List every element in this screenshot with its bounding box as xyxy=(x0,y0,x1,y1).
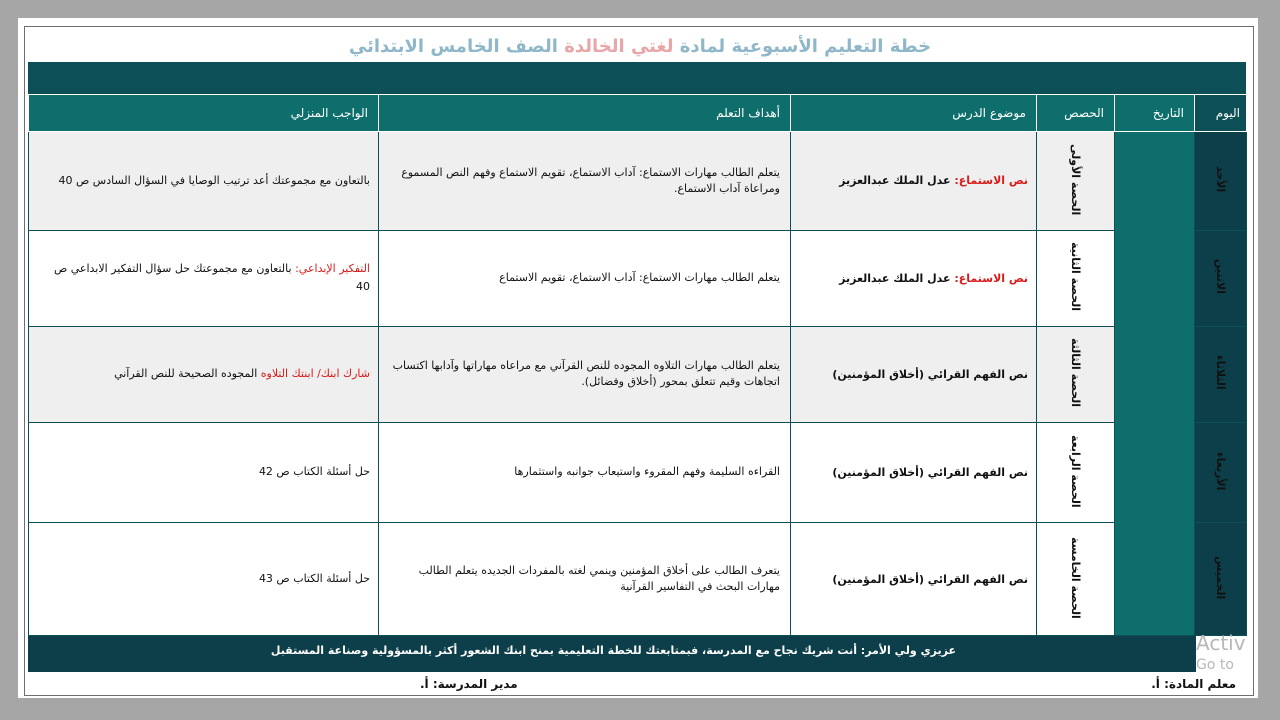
teacher-signature: معلم المادة: أ. xyxy=(1151,677,1236,691)
day-cell: الثلاثاء xyxy=(1195,326,1247,422)
period-cell: الحصة الخامسة xyxy=(1037,523,1115,636)
homework-cell: شارك ابنك/ ابنتك التلاوه المجوده الصحيحة للنص القرآني xyxy=(29,326,379,422)
topic-cell: نص الفهم القرائي (أخلاق المؤمنين) xyxy=(791,326,1037,422)
weekly-plan-table xyxy=(28,94,1247,636)
period-cell: الحصة الثانية xyxy=(1037,230,1115,326)
period-cell: الحصة الأولى xyxy=(1037,132,1115,231)
activation-watermark xyxy=(1196,632,1246,676)
goals-cell: يتعلم الطالب مهارات الاستماع: آداب الاستماع، تقويم الاستماع وفهم النص المسموع ومراعاة آداب الاستماع. xyxy=(379,132,791,231)
topic-cell: نص الاستماع: عدل الملك عبدالعزيز xyxy=(791,230,1037,326)
table-row xyxy=(29,326,1247,422)
homework-cell: بالتعاون مع مجموعتك أعد ترتيب الوصايا في السؤال السادس ص 40 xyxy=(29,132,379,231)
goals-cell: يتعلم الطالب مهارات التلاوه المجوده للنص القرآني مع مراعاه مهاراتها وآدابها اكتساب اتجاهات وقيم تتعلق بمحور (أخلاق وفضائل). xyxy=(379,326,791,422)
day-cell: الأربعاء xyxy=(1195,422,1247,523)
parent-message-bar: عزيزي ولي الأمر: أنت شريك نجاح مع المدرسة، فبمتابعتك للخطة التعليمية بمنح ابنك الشعور أكثر بالمسؤولية وصناعة المستقبل xyxy=(28,636,1196,672)
topic-cell: نص الاستماع: عدل الملك عبدالعزيز xyxy=(791,132,1037,231)
watermark-line2: Go to xyxy=(1196,657,1234,673)
table-row xyxy=(29,523,1247,636)
header-goals: أهداف التعلم xyxy=(379,95,791,132)
title-subject: لغتي الخالدة xyxy=(564,36,674,57)
header-homework: الواجب المنزلي xyxy=(29,95,379,132)
topic-cell: نص الفهم القرائي (أخلاق المؤمنين) xyxy=(791,523,1037,636)
header-period: الحصص xyxy=(1037,95,1115,132)
header-band xyxy=(28,62,1246,94)
watermark-line1: Activ xyxy=(1196,631,1246,655)
table-row xyxy=(29,422,1247,523)
page-title xyxy=(28,34,1252,60)
homework-cell: التفكير الإبداعي: بالتعاون مع مجموعتك حل سؤال التفكير الابداعي ص 40 xyxy=(29,230,379,326)
day-cell: الخميس xyxy=(1195,523,1247,636)
title-part2: الصف الخامس الابتدائي xyxy=(348,36,558,57)
homework-cell: حل أسئلة الكتاب ص 43 xyxy=(29,523,379,636)
day-cell: الأحد xyxy=(1195,132,1247,231)
table-row xyxy=(29,230,1247,326)
table-header-row xyxy=(29,95,1247,132)
goals-cell: القراءه السليمة وفهم المقروء واستيعاب جوانبه واستثمارها xyxy=(379,422,791,523)
homework-cell: حل أسئلة الكتاب ص 42 xyxy=(29,422,379,523)
period-cell: الحصة الثالثة xyxy=(1037,326,1115,422)
header-date: التاريخ xyxy=(1115,95,1195,132)
date-cell xyxy=(1115,132,1195,636)
header-day: اليوم xyxy=(1195,95,1247,132)
title-part1: خطة التعليم الأسبوعية لمادة xyxy=(679,36,932,57)
header-topic: موضوع الدرس xyxy=(791,95,1037,132)
period-cell: الحصة الرابعة xyxy=(1037,422,1115,523)
topic-cell: نص الفهم القرائي (أخلاق المؤمنين) xyxy=(791,422,1037,523)
goals-cell: يتعرف الطالب على أخلاق المؤمنين وينمي لغته بالمفردات الجديده يتعلم الطالب مهارات البحث في التفاسير القرآنية xyxy=(379,523,791,636)
table-row xyxy=(29,132,1247,231)
principal-signature: مدير المدرسة: أ. xyxy=(420,677,518,691)
goals-cell: يتعلم الطالب مهارات الاستماع: آداب الاستماع، تقويم الاستماع xyxy=(379,230,791,326)
day-cell: الاثنين xyxy=(1195,230,1247,326)
